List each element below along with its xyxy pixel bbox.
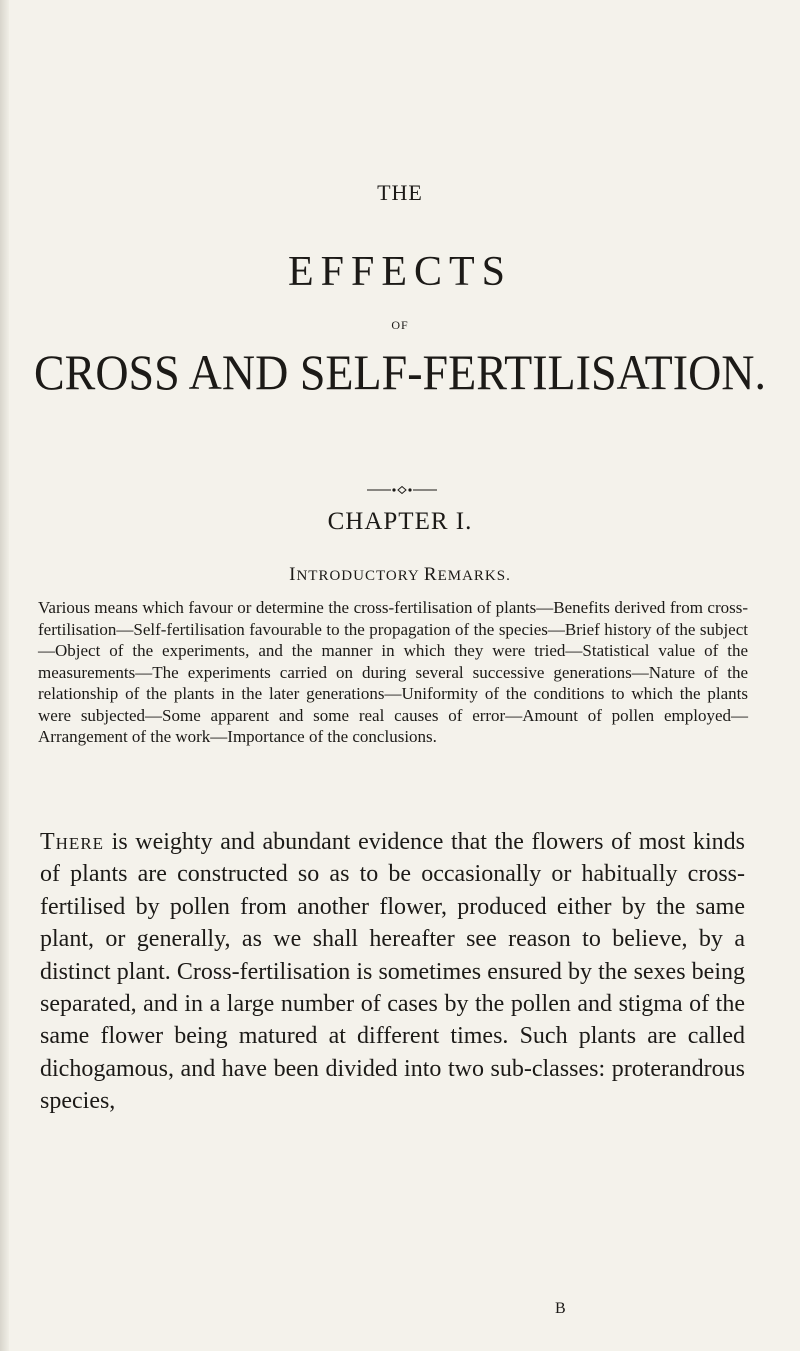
title-effects: EFFECTS	[287, 249, 513, 295]
title-the: THE	[377, 180, 423, 205]
chapter-heading: CHAPTER I.	[327, 508, 473, 535]
chapter-synopsis: Various means which favour or determine the cross-fertilisation of plants—Benefits derived from cross-fertilisation—Self-fertilisation favourable to the propagation of the species—Brief history of the subject—Object of the experiments, and the manner in which they were tried—Statistical value of the measurements—The experiments carried on during several successive generations—Nature of the relationship of the plants in the later generations—Uniformity of the conditions to which the plants were subjected—Some apparent and some real causes of error—Amount of pollen employed—Arrangement of the work—Importance of the conclusions.	[38, 598, 748, 746]
paragraph-text: is weighty and abundant evidence that the flowers of most kinds of plants are constructed so as to be occasionally or habitually cross-fertilised by pollen from another flower, produced either by the same plant, or generally, as we shall hereafter see reason to believe, by a distinct plant. Cross-fertilisation is sometimes ensured by the sexes being separated, and in a large number of cases by the pollen and stigma of the same flower being matured at different times. Such plants are called dichogamous, and have been divided into two sub-classes: proterandrous species,	[40, 829, 745, 1115]
page-title: CROSS AND SELF-FERTILISATION.	[33, 344, 767, 400]
body-paragraph	[40, 826, 745, 1118]
subtitle-initial: I	[289, 564, 297, 585]
ornament-divider-icon	[367, 485, 437, 495]
subtitle-word: EMARKS.	[437, 568, 511, 584]
first-word: There	[40, 829, 105, 855]
subtitle-word: NTRODUCTORY	[296, 568, 424, 584]
title-of: OF	[391, 318, 409, 332]
chapter-subtitle	[0, 564, 800, 586]
subtitle-initial: R	[423, 564, 438, 585]
signature-mark: B	[555, 1300, 566, 1317]
